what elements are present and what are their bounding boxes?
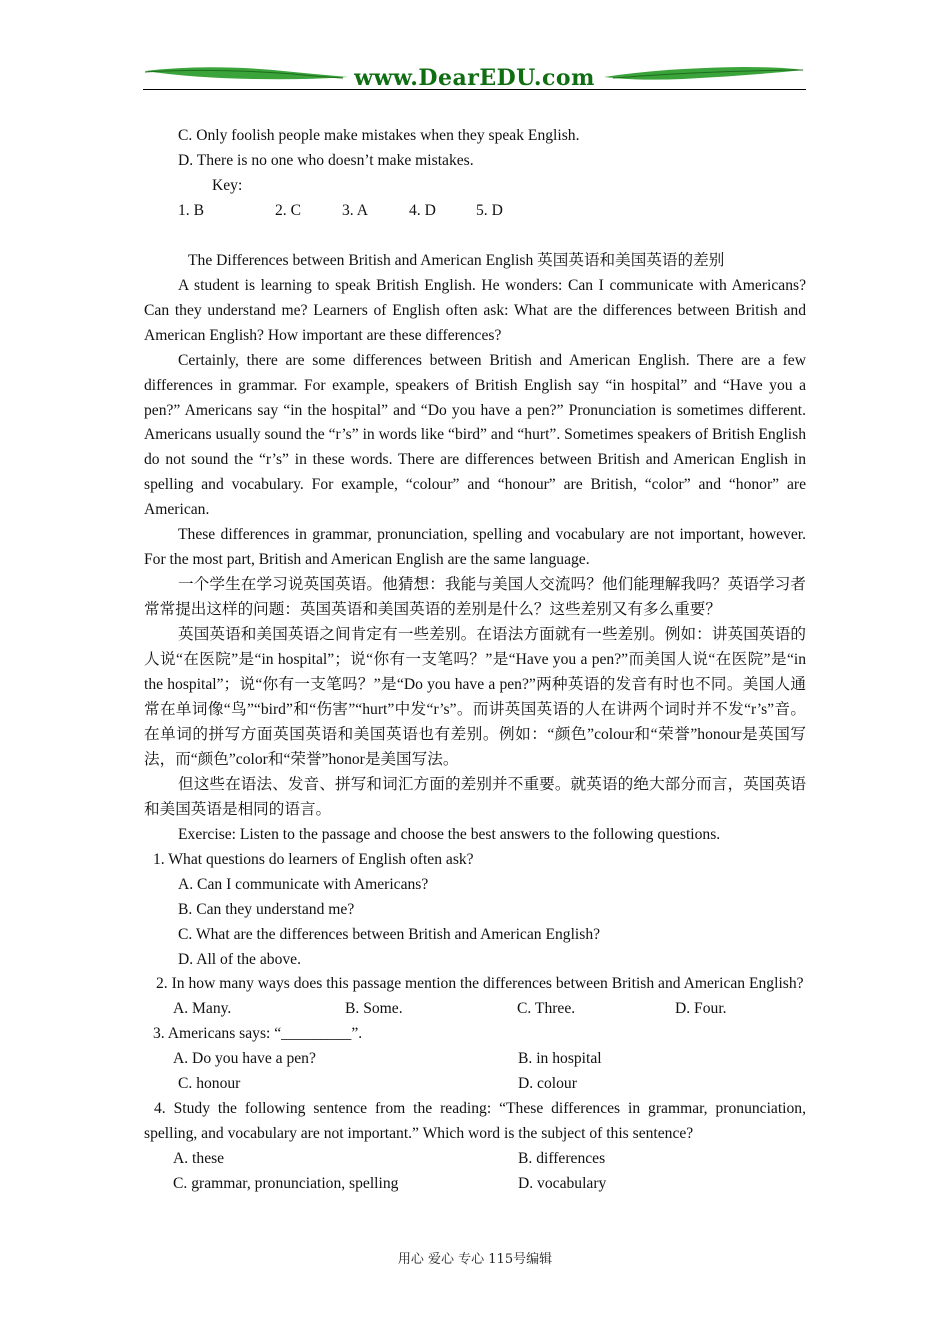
question-option: C. What are the differences between British and American English? [178,925,601,943]
question-option: A. Many. [173,1000,232,1018]
question-options-row [144,997,806,1022]
paragraph: A student is learning to speak British English. He wonders: Can I communicate with Americans? Can they understand me? Learners of English often ask: What are the differences between British and American English? How important are these differences? [144,276,806,344]
question-option: D. vocabulary [518,1175,607,1193]
question-option: B. differences [518,1150,606,1168]
question-option: A. Can I communicate with Americans? [178,875,429,893]
question-stem: 3. Americans says: “_________”. [153,1025,363,1043]
question-option: B. Can they understand me? [178,900,355,918]
question-option: C. grammar, pronunciation, spelling [173,1175,399,1193]
question-option: A. these [173,1150,225,1168]
site-logo: www.DearEDU.com [354,65,595,91]
document-body [144,124,806,1197]
question-options-row [144,1047,806,1072]
page-header [143,62,806,92]
question-options-row [144,1072,806,1097]
question-option: D. colour [518,1075,577,1093]
question-options-row [144,1172,806,1197]
option-line: C. Only foolish people make mistakes when they speak English. [178,127,580,144]
question-option: C. Three. [517,1000,576,1018]
answer-key: Key: 1. B 2. C 3. A 4. D 5. D [178,176,503,219]
question-option: C. honour [178,1075,241,1093]
question-option: B. in hospital [518,1050,602,1068]
paragraph-chinese: 英国英语和美国英语之间肯定有一些差别。在语法方面就有一些差别。例如：讲英国英语的人说“在医院”是“in hospital”；说“你有一支笔吗？”是“Have you a pen?”而美国人说“在医院”是“in the hospital”；说“你有一支笔吗？”是“Do you have a pen?”两种英语的发音有时也不同。美国人通常在单词像“鸟”“bird”和“伤害”“hurt”中发“r’s”。而讲英国英语的人在讲两个词时并不发“r’s”音。在单词的拼写方面英国英语和美国英语也有差别。例如：“颜色”colour和“荣誉”honour是英国写法，而“颜色”color和“荣誉”honor是美国写法。 [144,626,806,768]
passage-title: The Differences between British and American English 英国英语和美国英语的差别 [188,251,725,269]
header-rule [143,89,806,90]
question-option: B. Some. [345,1000,403,1018]
question-stem: 1. What questions do learners of English often ask? [153,850,474,868]
option-line: D. There is no one who doesn’t make mistakes. [178,151,474,169]
question-stem: 2. In how many ways does this passage mention the differences between British and American English? [156,975,804,993]
question-option: D. All of the above. [178,950,301,968]
paragraph-chinese: 一个学生在学习说英国英语。他猜想：我能与美国人交流吗？他们能理解我吗？英语学习者常常提出这样的问题：英国英语和美国英语的差别是什么？这些差别又有多么重要？ [144,576,806,619]
page-footer: 用心 爱心 专心 115号编辑 [397,1252,553,1267]
question-stem: 4. Study the following sentence from the reading: “These differences in grammar, pronunciation, spelling, and vocabulary are not important.” Which word is the subject of this sentence? [144,1100,806,1143]
question-option: A. Do you have a pen? [173,1050,316,1068]
paragraph: These differences in grammar, pronunciation, spelling and vocabulary are not important, however. For the most part, British and American English are the same language. [144,526,806,569]
paragraph-chinese: 但这些在语法、发音、拼写和词汇方面的差别并不重要。就英语的绝大部分而言，英国英语和美国英语是相同的语言。 [144,775,806,818]
exercise-intro: Exercise: Listen to the passage and choose the best answers to the following questions. [178,825,721,843]
paragraph: Certainly, there are some differences between British and American English. There are a few differences in grammar. For example, speakers of British English say “in hospital” and “Have you a pen?” Americans say “in the hospital” and “Do you have a pen?” Pronunciation is sometimes different. Americans usually sound the “r’s” in words like “bird” and “hurt”. Sometimes speakers of British English do not sound the “r’s” in these words. There are differences between British and American English in spelling and vocabulary. For example, “colour” and “honour” are British, “color” and “honor” are American. [144,351,806,519]
question-option: D. Four. [675,1000,727,1018]
question-options-row [144,1147,806,1172]
